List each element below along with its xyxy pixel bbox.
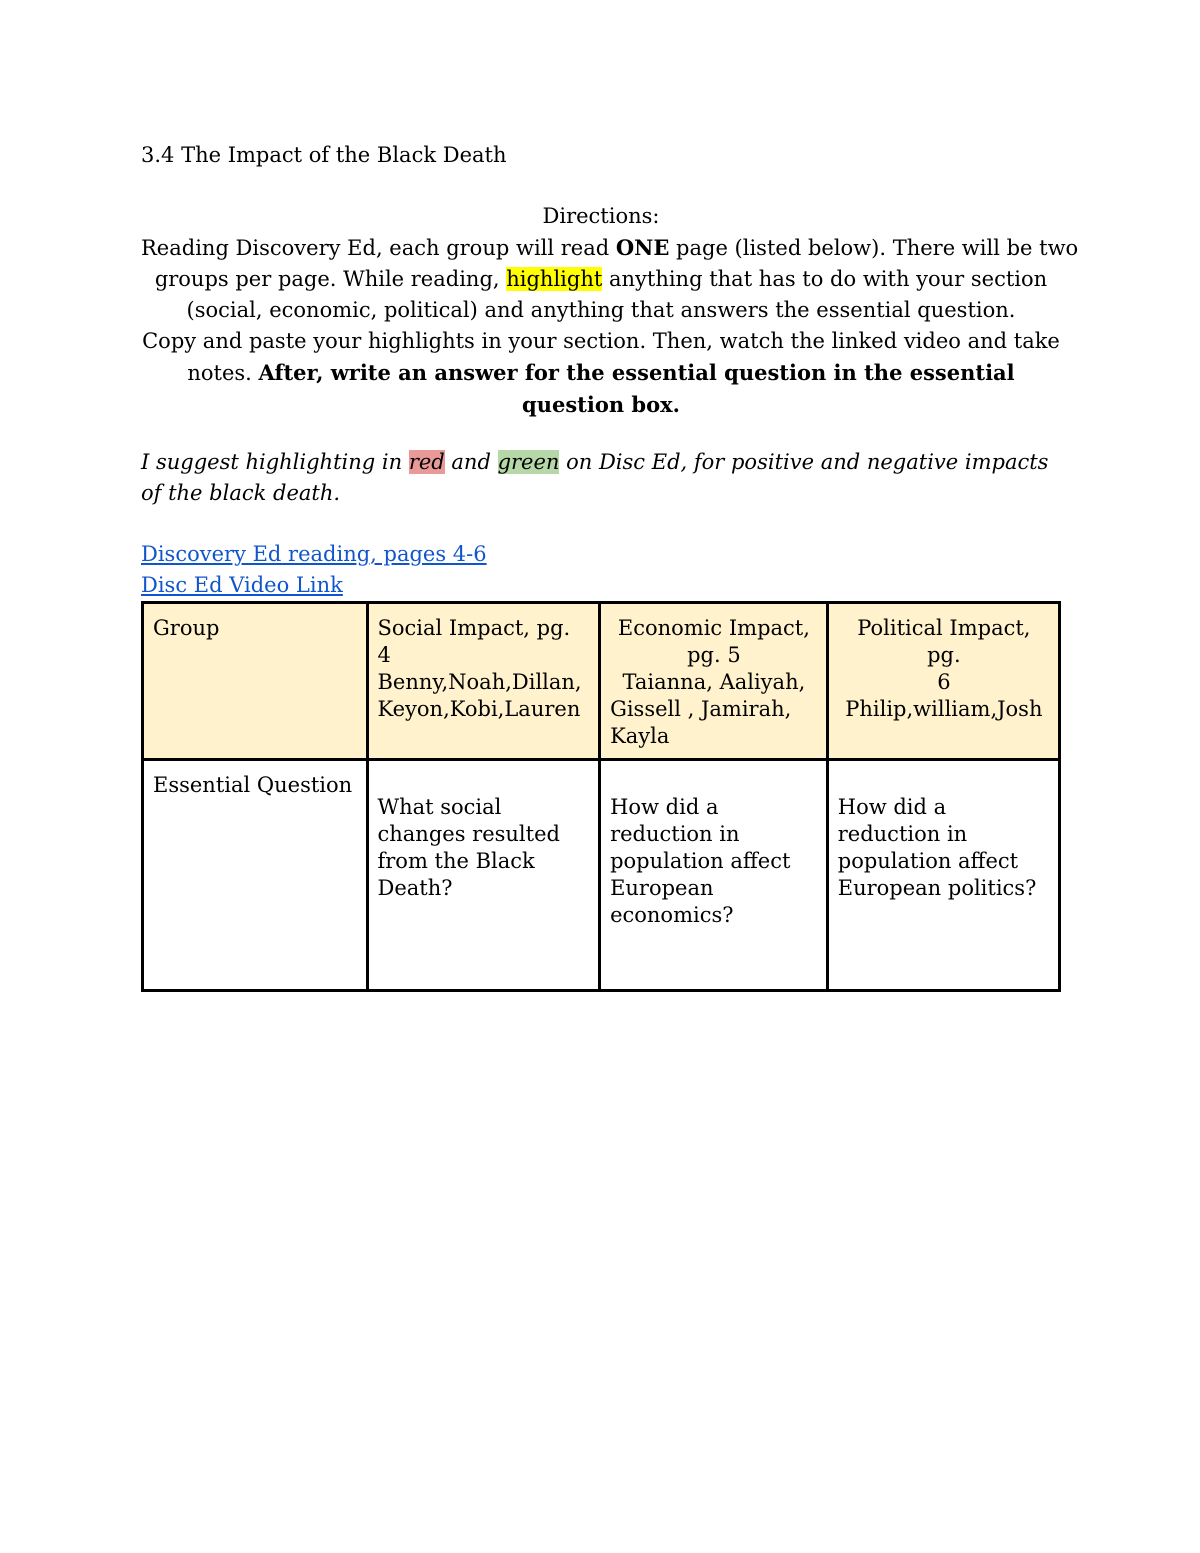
- suggestion-line-1: [141, 447, 1071, 478]
- video-link[interactable]: Disc Ed Video Link: [141, 573, 343, 597]
- suggestion-text: and: [444, 450, 498, 474]
- essential-question-label: Essential Question: [153, 773, 353, 797]
- directions-line-5: [141, 357, 1061, 389]
- table-header-row: [143, 603, 1060, 760]
- economic-question-cell[interactable]: [600, 760, 828, 991]
- economic-group-names: Taianna, Aaliyah,: [622, 670, 806, 694]
- directions-block: [141, 201, 1079, 420]
- essential-question-row: [143, 760, 1060, 991]
- directions-line-4: Copy and paste your highlights in your section. Then, watch the linked video and take: [142, 329, 1060, 353]
- economic-header-cell: [600, 603, 828, 760]
- essential-label-cell: [143, 760, 368, 991]
- directions-text: anything that has to do with your section: [602, 267, 1048, 291]
- directions-line-3: (social, economic, political) and anything that answers the essential question.: [186, 298, 1016, 322]
- directions-heading: Directions:: [542, 204, 660, 228]
- directions-line-1: [141, 232, 1079, 264]
- directions-text: groups per page. While reading,: [154, 267, 507, 291]
- red-highlight-word: red: [408, 450, 445, 474]
- social-group-names: Benny,Noah,Dillan,: [377, 670, 582, 694]
- economic-group-names: Gissell , Jamirah,: [610, 697, 792, 721]
- political-group-names: Philip,william,Josh: [845, 697, 1043, 721]
- political-essential-question: How did a reduction in population affect European politics?: [837, 795, 1037, 900]
- reading-link[interactable]: Discovery Ed reading, pages 4-6: [141, 542, 487, 566]
- social-question-cell[interactable]: [367, 760, 600, 991]
- political-impact-title: Political Impact, pg.: [857, 616, 1031, 667]
- green-highlight-word: green: [497, 450, 560, 474]
- economic-impact-page: pg. 5: [687, 643, 741, 667]
- directions-line-6: question box.: [522, 392, 680, 417]
- suggestion-note: [141, 447, 1071, 509]
- social-essential-question: What social changes resulted from the Black Death?: [377, 795, 560, 900]
- page-title: 3.4 The Impact of the Black Death: [141, 143, 507, 167]
- suggestion-text: I suggest highlighting in: [141, 450, 409, 474]
- directions-text: notes.: [187, 361, 259, 385]
- economic-essential-question: How did a reduction in population affect European economics?: [610, 795, 791, 927]
- political-impact-page: 6: [937, 670, 951, 694]
- links-block: [141, 539, 487, 601]
- highlight-word: highlight: [506, 267, 603, 291]
- economic-group-names: Kayla: [610, 724, 670, 748]
- directions-text: Reading Discovery Ed, each group will read: [141, 236, 616, 260]
- social-group-names: Keyon,Kobi,Lauren: [377, 697, 581, 721]
- political-header-cell: [827, 603, 1059, 760]
- suggestion-text: on Disc Ed, for positive and negative impacts: [559, 450, 1049, 474]
- group-header-cell: [143, 603, 368, 760]
- directions-text: page (listed below). There will be two: [669, 236, 1079, 260]
- social-impact-title: Social Impact, pg. 4: [377, 616, 571, 667]
- directions-line-2: [141, 264, 1061, 295]
- directions-emphasis: ONE: [615, 235, 670, 260]
- group-label: Group: [153, 616, 220, 640]
- economic-impact-title: Economic Impact,: [617, 616, 810, 640]
- social-header-cell: [367, 603, 600, 760]
- political-question-cell[interactable]: [827, 760, 1059, 991]
- directions-emphasis: After, write an answer for the essential question in the essential: [258, 360, 1015, 385]
- impact-table: [141, 601, 1061, 992]
- suggestion-line-2: of the black death.: [141, 481, 341, 505]
